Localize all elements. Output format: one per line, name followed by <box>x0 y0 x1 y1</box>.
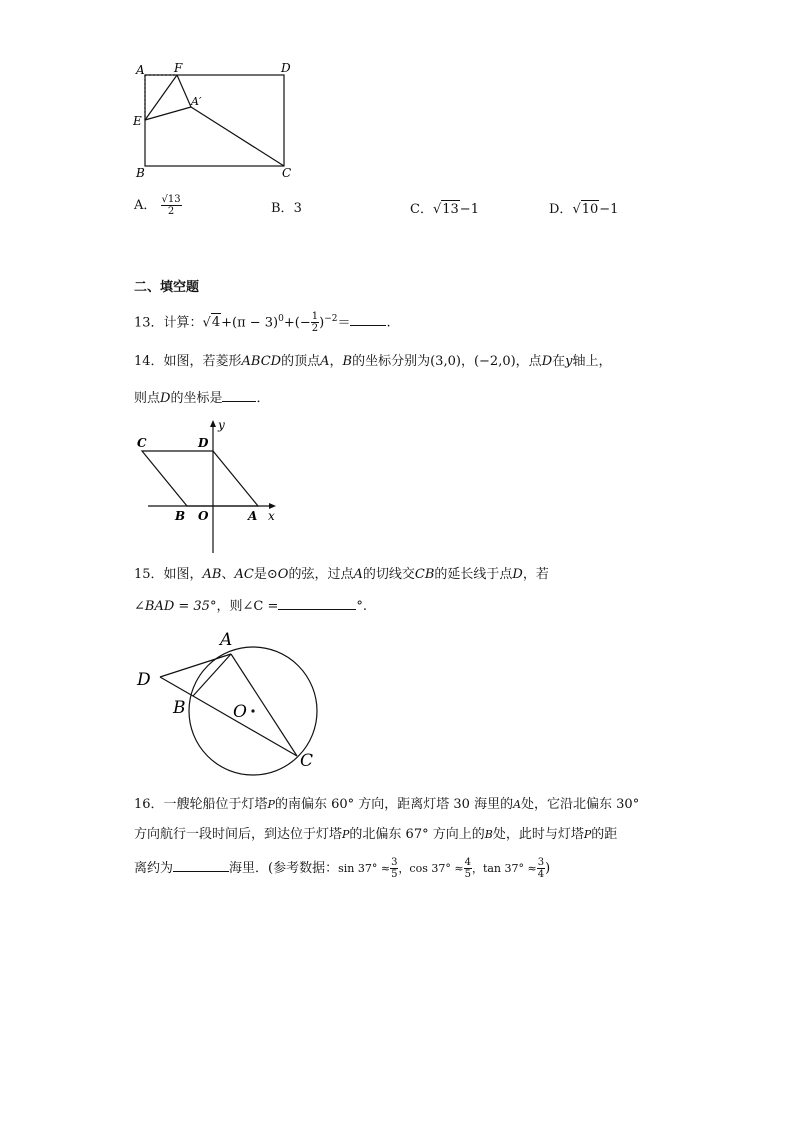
label-y: y <box>218 418 225 432</box>
q13-radicand: 4 <box>211 315 221 331</box>
label-d: D <box>281 61 291 75</box>
q14-text-7: 则点 <box>134 391 161 406</box>
q16-tan-fraction <box>537 857 545 880</box>
q15-sep: 、 <box>221 567 235 582</box>
q14-a: A <box>320 354 330 369</box>
q16-text-1: 16．一艘轮船位于灯塔 <box>134 797 268 812</box>
q16-cos: ，cos 37° ≈ <box>398 862 464 875</box>
q13-exp2: −2 <box>324 314 338 324</box>
label-f: F <box>174 61 183 75</box>
label-b: B <box>175 509 186 523</box>
label-b: B <box>136 166 145 180</box>
q13-exp0: 0 <box>278 314 284 324</box>
q16-answer-blank[interactable] <box>173 859 229 872</box>
q16-text-6: 处，此时与灯塔 <box>492 827 584 842</box>
q15-text-3: 的弦，过点 <box>288 567 354 582</box>
option-b[interactable] <box>271 200 302 218</box>
q15-text-5: 的延长线于点 <box>434 567 513 582</box>
question-14 <box>134 353 612 371</box>
q15-text-8: °. <box>356 599 367 614</box>
center-dot <box>251 709 254 712</box>
label-d: D <box>137 670 151 690</box>
option-d-tail: −1 <box>599 202 619 217</box>
q14-d: D <box>541 354 553 369</box>
segment-a1c <box>191 107 284 166</box>
q14-coord-a: (3,0) <box>430 354 461 369</box>
q15-angle-bad: ∠BAD = 35° <box>134 599 217 614</box>
option-a-denominator: 2 <box>167 206 175 217</box>
label-c: C <box>300 751 314 771</box>
q14-text-4: ，点 <box>515 354 542 369</box>
q15-ab: AB <box>202 567 222 582</box>
q13-end: . <box>386 315 391 331</box>
option-c-tail: −1 <box>459 202 479 217</box>
q14-end: ． <box>256 391 270 406</box>
q12-options <box>134 190 694 230</box>
option-a-fraction <box>161 194 182 217</box>
q13-plus: +(− <box>283 315 311 331</box>
option-c[interactable]: C．√13−1 <box>410 202 479 217</box>
label-x: x <box>268 509 275 523</box>
q15-text-4: 的切线交 <box>362 567 415 582</box>
q16-tan-num: 3 <box>537 857 545 868</box>
section-heading: 二、填空题 <box>134 280 200 295</box>
q15-a: A <box>353 567 363 582</box>
rhombus-abcd <box>142 451 258 506</box>
q14-answer-blank[interactable] <box>222 389 256 402</box>
q14-abcd: ABCD <box>241 354 282 369</box>
q15-o: O <box>277 567 289 582</box>
option-b-letter: B． <box>271 201 294 216</box>
label-b: B <box>173 698 186 718</box>
q15-circle-symbol: ⊙ <box>266 567 278 582</box>
q15-d: D <box>512 567 523 582</box>
q16-cos-fraction <box>464 857 472 880</box>
q16-p-2: P <box>342 828 350 841</box>
q16-b: B <box>484 828 493 841</box>
q13-prefix: 13．计算： <box>134 315 203 331</box>
q13-close: ) <box>319 315 325 331</box>
q16-p: P <box>267 798 275 811</box>
q15-text-7: ，则∠C = <box>216 599 279 614</box>
q15-ac: AC <box>234 567 254 582</box>
q15-text-2: 是 <box>253 567 267 582</box>
segment-db-extension <box>160 677 193 696</box>
option-a[interactable] <box>134 194 182 217</box>
q16-tan: ，tan 37° ≈ <box>471 862 537 875</box>
q14-coord-b: (−2,0) <box>473 354 516 369</box>
q13-fraction <box>311 311 319 334</box>
option-a-numerator: √13 <box>161 194 181 205</box>
q16-sin-num: 3 <box>391 857 398 868</box>
question-15 <box>134 566 549 584</box>
q14-figure <box>130 418 290 558</box>
q13-frac-den: 2 <box>311 323 319 335</box>
q16-p-3: P <box>583 828 592 841</box>
q16-text-3: 处，它沿北偏东 30° <box>521 797 640 812</box>
q14-y: y <box>565 354 573 369</box>
label-a: A <box>136 63 145 77</box>
q16-sin-den: 5 <box>391 869 398 880</box>
segment-fa1 <box>177 75 191 107</box>
q16-close: ) <box>545 861 551 876</box>
q14-text-3: 的坐标分别为 <box>352 354 431 369</box>
q14-text-5: 在 <box>552 354 566 369</box>
question-16-line3 <box>134 857 550 880</box>
question-15-line2 <box>134 597 367 616</box>
q16-text-7: 的距 <box>591 827 618 842</box>
label-e: E <box>133 114 142 128</box>
q14-b: B <box>342 354 353 369</box>
q16-text-5: 的北偏东 67° 方向上的 <box>349 827 485 842</box>
q16-a: A <box>513 798 522 811</box>
option-d[interactable]: D．√10−1 <box>549 202 619 217</box>
label-c: C <box>137 436 147 450</box>
label-a: A <box>220 630 233 650</box>
q13-eq: ＝ <box>337 315 351 331</box>
q14-text-2: 的顶点 <box>281 354 321 369</box>
segment-ea1 <box>145 107 191 120</box>
q16-text-2: 的南偏东 60° 方向，距离灯塔 30 海里的 <box>274 797 514 812</box>
q13-mid: +(π − 3) <box>221 315 279 331</box>
q15-answer-blank[interactable] <box>278 597 356 610</box>
q16-cos-num: 4 <box>464 857 471 868</box>
label-a: A <box>248 509 258 523</box>
option-c-radicand: 13 <box>442 202 459 217</box>
q13-frac-num: 1 <box>311 311 319 323</box>
option-d-radicand: 10 <box>581 202 599 217</box>
q14-comma-2: ， <box>460 354 474 369</box>
question-14-line2 <box>134 389 269 408</box>
label-c: C <box>282 166 292 180</box>
q15-text-1: 15．如图， <box>134 567 203 582</box>
label-d: D <box>198 436 209 450</box>
q14-d-2: D <box>160 391 171 406</box>
fold-line-ef <box>145 75 177 120</box>
q16-text-4: 方向航行一段时间后，到达位于灯塔 <box>134 827 343 842</box>
label-o: O <box>198 509 209 523</box>
q12-figure <box>125 55 315 185</box>
q14-comma: ， <box>329 354 343 369</box>
q16-text-8: 离约为 <box>134 861 174 876</box>
q14-text-1: 14．如图，若菱形 <box>134 354 242 369</box>
option-c-letter: C． <box>410 202 433 217</box>
y-axis-arrow <box>210 420 216 427</box>
question-13: 13．计算：$√4+(\pi - 3)^0+(-$ $\frac{1}{2}$ )$^{-2}$＝ . <box>134 311 391 335</box>
label-o: O <box>233 702 247 722</box>
q16-cos-den: 5 <box>464 869 471 880</box>
option-a-letter: A． <box>134 198 157 213</box>
question-16 <box>134 796 639 814</box>
q16-sin: sin 37° ≈ <box>338 862 391 875</box>
q15-text-6: ，若 <box>522 567 549 582</box>
label-a-prime: A′ <box>191 95 202 108</box>
option-b-value: 3 <box>293 201 302 216</box>
q14-text-6: 轴上， <box>572 354 612 369</box>
q16-tan-den: 4 <box>537 869 545 880</box>
q16-text-9: 海里．(参考数据： <box>229 861 339 876</box>
q15-figure <box>130 622 340 782</box>
question-16-line2 <box>134 826 617 844</box>
option-d-letter: D． <box>549 202 573 217</box>
q15-cb: CB <box>414 567 435 582</box>
q14-text-8: 的坐标是 <box>170 391 223 406</box>
q13-answer-blank[interactable] <box>350 313 386 326</box>
